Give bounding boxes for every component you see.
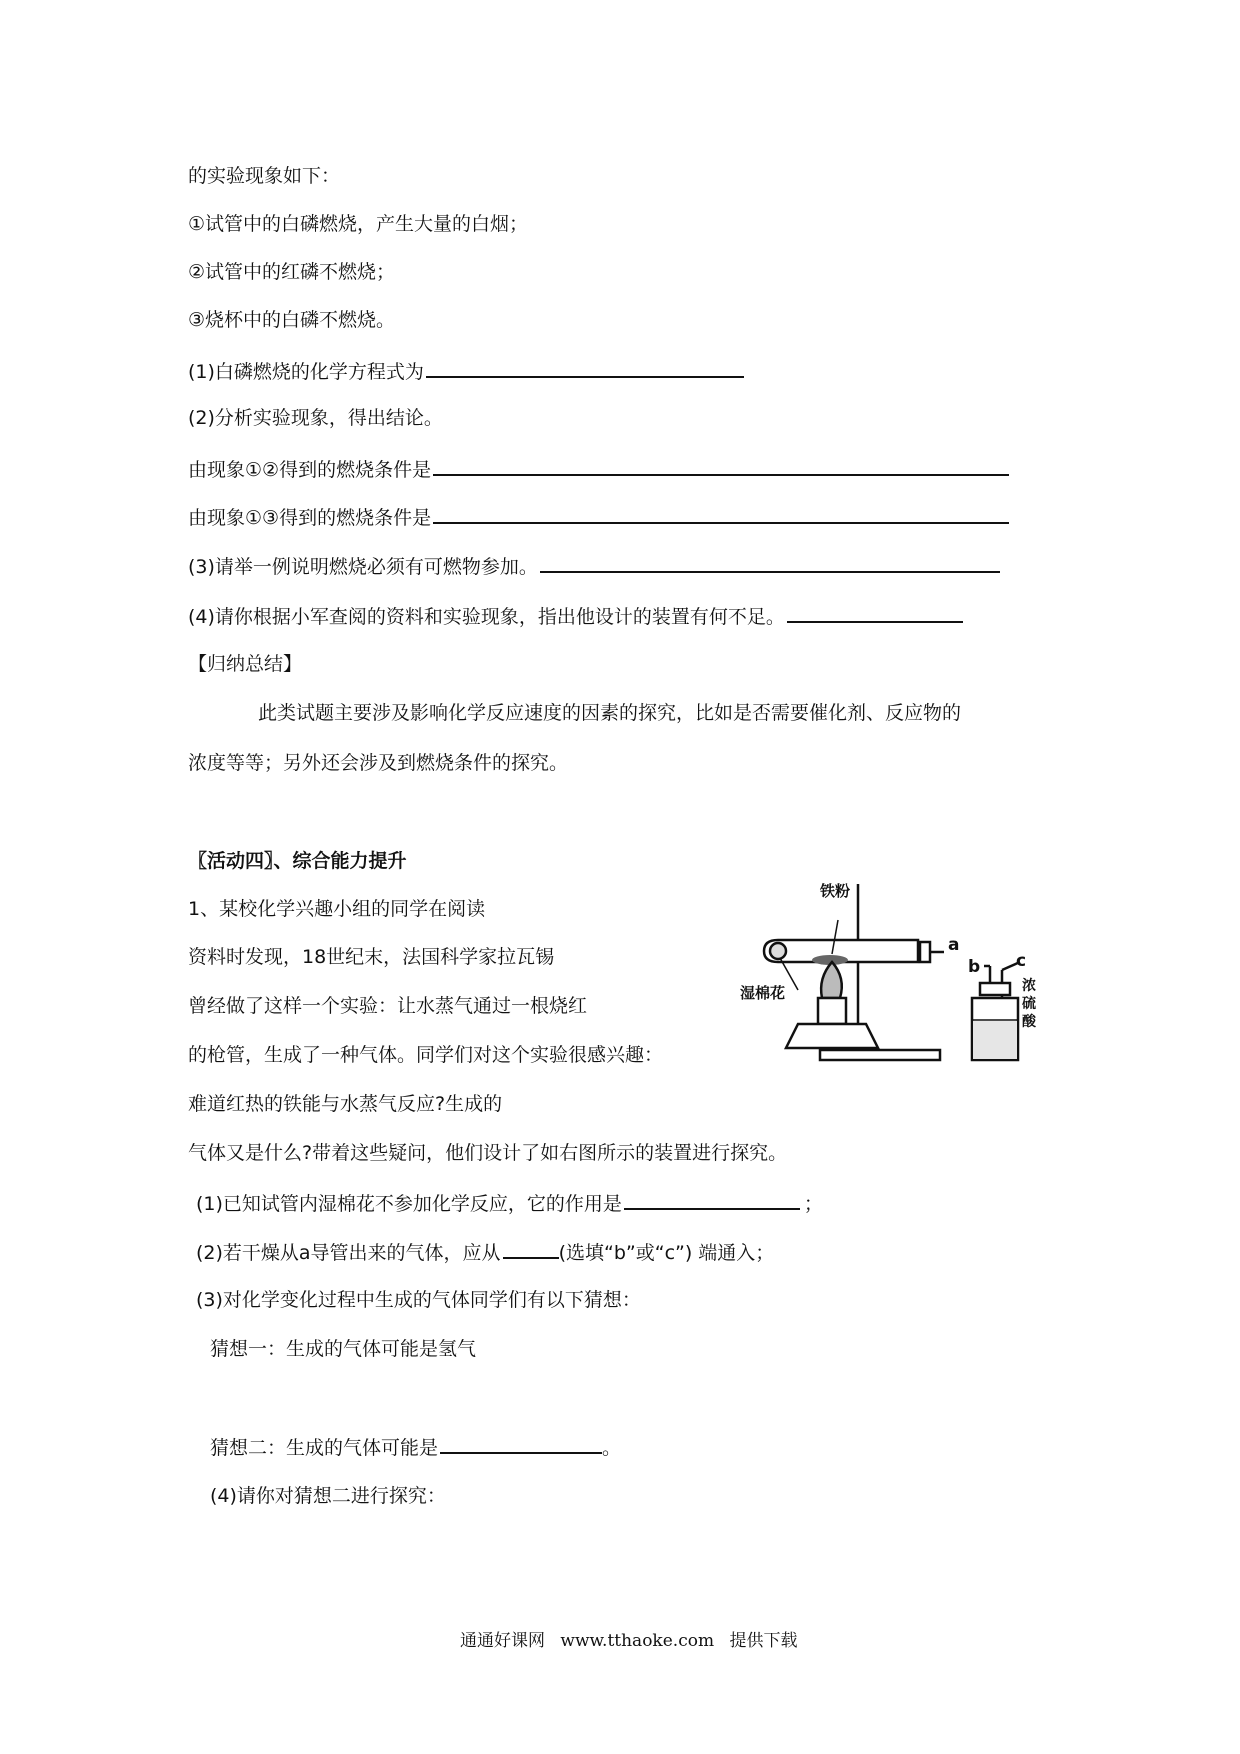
problem-line-3: 曾经做了这样一个实验：让水蒸气通过一根烧红 xyxy=(188,995,588,1017)
answer-blank-sub1[interactable] xyxy=(624,1190,800,1210)
activity-title: 〖活动四〗、综合能力提升 xyxy=(188,850,407,872)
question-3 xyxy=(188,553,1000,579)
answer-blank-2a[interactable] xyxy=(433,456,1009,476)
answer-blank-sub2[interactable] xyxy=(503,1239,559,1259)
summary-line-2: 浓度等等；另外还会涉及到燃烧条件的探究。 xyxy=(188,752,569,774)
label-b: b xyxy=(968,957,981,977)
sub-question-1-end: ； xyxy=(803,1193,823,1215)
answer-blank-2b[interactable] xyxy=(433,504,1009,524)
guess-1: 猜想一：生成的气体可能是氢气 xyxy=(210,1338,477,1360)
guess-2-text: 猜想二：生成的气体可能是 xyxy=(210,1437,439,1459)
answer-blank-3[interactable] xyxy=(540,553,1000,573)
summary-line-1: 此类试题主要涉及影响化学反应速度的因素的探究，比如是否需要催化剂、反应物的 xyxy=(258,702,962,724)
sub-question-2-end: (选填“b”或“c”) 端通入； xyxy=(558,1242,775,1264)
sub-question-4: (4)请你对猜想二进行探究： xyxy=(210,1485,446,1507)
footer-site-name: 通通好课网 xyxy=(460,1631,545,1651)
sub-question-2 xyxy=(196,1239,774,1265)
guess-2-end: 。 xyxy=(602,1437,622,1459)
problem-line-5: 难道红热的铁能与水蒸气反应?生成的 xyxy=(188,1093,503,1115)
sub-question-3: (3)对化学变化过程中生成的气体同学们有以下猜想： xyxy=(196,1289,641,1311)
question-2: (2)分析实验现象，得出结论。 xyxy=(188,407,443,429)
label-iron-powder: 铁粉 xyxy=(820,882,851,900)
problem-line-4: 的枪管，生成了一种气体。同学们对这个实验很感兴趣： xyxy=(188,1044,664,1066)
question-2a xyxy=(188,456,1009,482)
sub-question-2-text: (2)若干燥从a导管出来的气体，应从 xyxy=(196,1242,501,1264)
question-2a-text: 由现象①②得到的燃烧条件是 xyxy=(188,459,432,481)
question-4-text: (4)请你根据小军查阅的资料和实验现象，指出他设计的装置有何不足。 xyxy=(188,606,785,628)
label-c: c xyxy=(1016,951,1027,971)
phenomenon-2: ②试管中的红磷不燃烧； xyxy=(188,261,396,283)
question-4 xyxy=(188,603,963,629)
question-1-text: (1)白磷燃烧的化学方程式为 xyxy=(188,361,424,383)
phenomenon-3: ③烧杯中的白磷不燃烧。 xyxy=(188,309,396,331)
sub-question-1-text: (1)已知试管内湿棉花不参加化学反应，它的作用是 xyxy=(196,1193,622,1215)
answer-blank-guess2[interactable] xyxy=(440,1434,602,1454)
footer-suffix: 提供下载 xyxy=(729,1631,798,1651)
question-2b xyxy=(188,504,1009,530)
intro-line: 的实验现象如下： xyxy=(188,165,341,187)
problem-line-6: 气体又是什么?带着这些疑问，他们设计了如右图所示的装置进行探究。 xyxy=(188,1142,788,1164)
page-footer xyxy=(460,1626,807,1651)
label-wet-cotton: 湿棉花 xyxy=(740,984,786,1002)
label-acid-1: 浓 xyxy=(1022,978,1036,994)
label-acid-3: 酸 xyxy=(1022,1014,1036,1030)
footer-url[interactable]: www.tthaoke.com xyxy=(560,1631,715,1651)
problem-line-1: 1、某校化学兴趣小组的同学在阅读 xyxy=(188,898,486,920)
apparatus-figure xyxy=(740,880,1080,1070)
answer-blank-4[interactable] xyxy=(787,603,963,623)
question-2b-text: 由现象①③得到的燃烧条件是 xyxy=(188,507,432,529)
question-3-text: (3)请举一例说明燃烧必须有可燃物参加。 xyxy=(188,556,538,578)
summary-title: 【归纳总结】 xyxy=(188,653,303,675)
guess-2 xyxy=(210,1434,621,1460)
problem-line-2: 资料时发现，18世纪末，法国科学家拉瓦锡 xyxy=(188,946,555,968)
label-a: a xyxy=(948,935,960,955)
question-1 xyxy=(188,358,744,384)
answer-blank-1[interactable] xyxy=(426,358,744,378)
phenomenon-1: ①试管中的白磷燃烧，产生大量的白烟； xyxy=(188,213,529,235)
flame xyxy=(821,962,842,998)
sub-question-1 xyxy=(196,1190,823,1216)
alcohol-lamp xyxy=(786,1024,878,1048)
label-acid-2: 硫 xyxy=(1022,996,1036,1012)
wet-cotton-blob xyxy=(770,943,786,959)
stand-base xyxy=(820,1050,940,1060)
